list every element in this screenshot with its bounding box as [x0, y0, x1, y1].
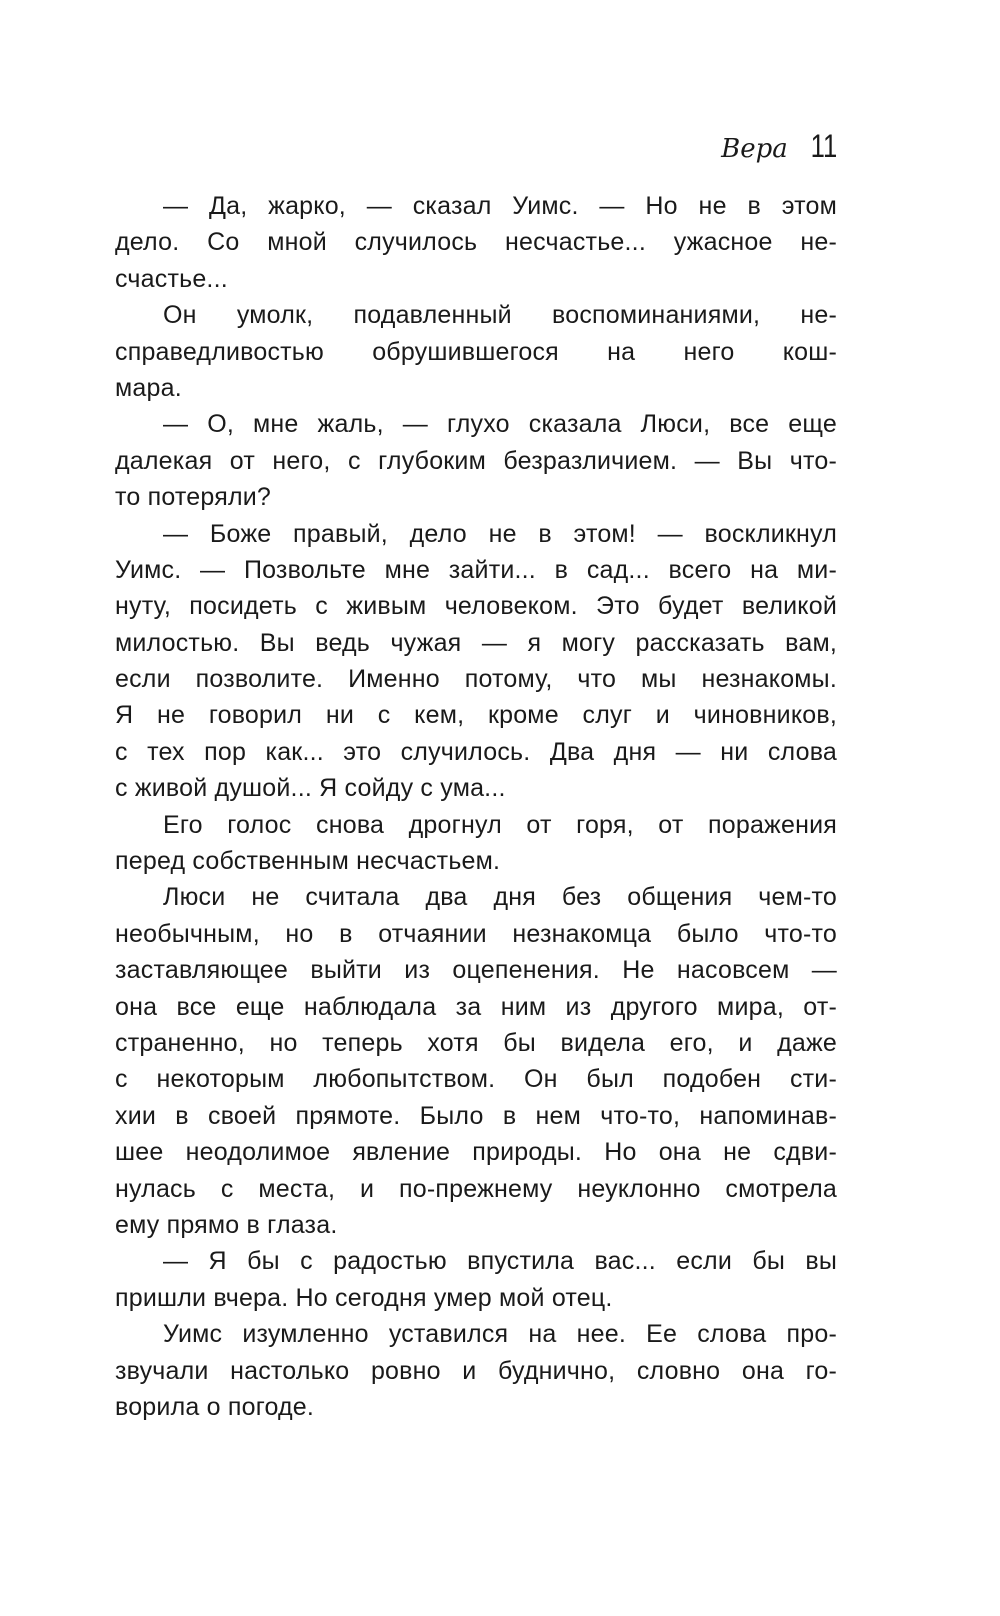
- text-line: Уимс изумленно уставился на нее. Ее слова про-: [163, 1320, 837, 1349]
- text-line: — Боже правый, дело не в этом! — воскликнул: [163, 519, 837, 548]
- text-line: ворила о погоде.: [115, 1392, 315, 1421]
- text-line: страненно, но теперь хотя бы видела его, и даже: [115, 1028, 837, 1057]
- running-header: [721, 128, 837, 165]
- text-line: милостью. Вы ведь чужая — я могу рассказать вам,: [115, 628, 837, 657]
- text-line: пришли вчера. Но сегодня умер мой отец.: [115, 1283, 613, 1312]
- text-line: справедливостью обрушившегося на него кош-: [115, 337, 837, 366]
- text-line: Его голос снова дрогнул от горя, от поражения: [163, 810, 837, 839]
- text-line: Люси не считала два дня без общения чем-то: [163, 883, 837, 912]
- text-line: она все еще наблюдала за ним из другого мира, от-: [115, 992, 837, 1021]
- text-line: мара.: [115, 373, 182, 402]
- text-line: звучали настолько ровно и буднично, словно она го-: [115, 1356, 837, 1385]
- text-line: перед собственным несчастьем.: [115, 847, 501, 876]
- text-line: заставляющее выйти из оцепенения. Не насовсем —: [115, 956, 837, 985]
- text-line: с живой душой... Я сойду с ума...: [115, 774, 506, 803]
- text-line: необычным, но в отчаянии незнакомца было что-то: [115, 919, 837, 948]
- text-line: счастье...: [115, 264, 228, 293]
- text-line: дело. Со мной случилось несчастье... ужасное не-: [115, 228, 837, 257]
- page-number: 11: [810, 128, 837, 164]
- text-line: хии в своей прямоте. Было в нем что-то, напоминав-: [115, 1101, 837, 1130]
- text-line: далекая от него, с глубоким безразличием. — Вы что-: [115, 446, 837, 475]
- body-text: [115, 188, 837, 1425]
- text-line: ему прямо в глаза.: [115, 1210, 338, 1239]
- text-line: — Я бы с радостью впустила вас... если бы вы: [163, 1247, 837, 1276]
- text-line: Я не говорил ни с кем, кроме слуг и чиновников,: [115, 701, 837, 730]
- text-line: Он умолк, подавленный воспоминаниями, не-: [163, 301, 837, 330]
- text-line: с некоторым любопытством. Он был подобен сти-: [115, 1065, 837, 1094]
- text-line: — Да, жарко, — сказал Уимс. — Но не в этом: [163, 192, 837, 220]
- text-line: то потеряли?: [115, 483, 272, 512]
- text-line: если позволите. Именно потому, что мы незнакомы.: [115, 665, 837, 694]
- text-line: шее неодолимое явление природы. Но она не сдви-: [115, 1138, 837, 1167]
- text-line: с тех пор как... это случилось. Два дня — ни слова: [115, 737, 837, 766]
- text-line: Уимс. — Позвольте мне зайти... в сад... всего на ми-: [115, 555, 837, 584]
- text-line: нуту, посидеть с живым человеком. Это будет великой: [115, 592, 837, 621]
- running-title: Вера: [721, 134, 788, 164]
- text-line: нулась с места, и по-прежнему неуклонно смотрела: [115, 1174, 837, 1203]
- text-line: — О, мне жаль, — глухо сказала Люси, все еще: [163, 410, 837, 439]
